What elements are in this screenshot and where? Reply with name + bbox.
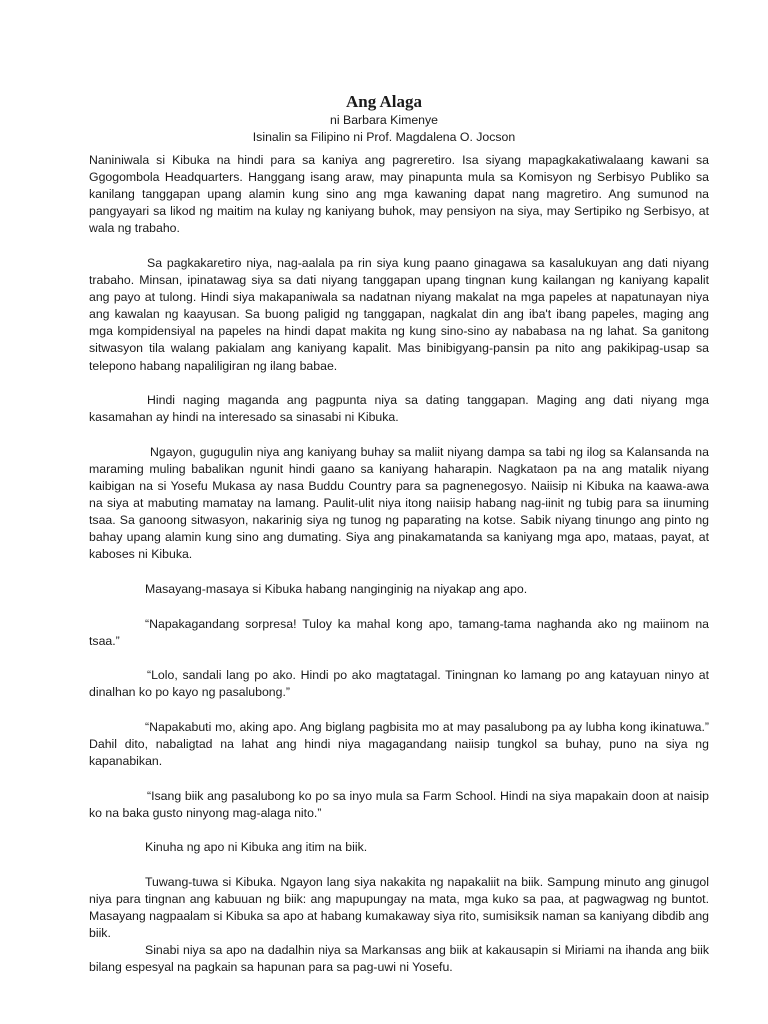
paragraph: Masayang-masaya si Kibuka habang nanginginig na niyakap ang apo. [145,581,528,596]
paragraph: Kinuha ng apo ni Kibuka ang itim na biik. [145,840,368,855]
paragraph: Hindi naging maganda ang pagpunta niya sa dating tanggapan. Maging ang dati niyang mga kasamahan ay hindi na interesado sa sinasabi ni Kibuka. [89,393,709,425]
paragraph: “Napakabuti mo, aking apo. Ang biglang pagbisita mo at may pasalubong pa ay lubha kong ikinatuwa.” Dahil dito, nabaligtad na lahat ang hindi niya magagandang naiisip tungkol sa buhay, puno na siya ng kapanabikan. [89,719,709,769]
paragraph: Naniniwala si Kibuka na hindi para sa kaniya ang pagreretiro. Isa siyang mapagkakatiwalaang kawani sa Ggogombola Headquarters. Hanggang isang araw, may pinapunta mula sa Komisyon ng Serbisyo Publiko sa kanilang tanggapan upang alamin kung sino ang mga kawaning dapat nang magretiro. Ang sumunod na pangyayari sa likod ng maitim na kulay ng kaniyang buhok, may pensiyon na siya, may Sertipiko ng Serbisyo, at wala ng trabaho. [89,153,709,236]
story-body [89,152,709,994]
paragraph: Ngayon, gugugulin niya ang kaniyang buhay sa maliit niyang dampa sa tabi ng ilog sa Kalansanda na maraming muling babalikan ngunit hindi gaano sa kaniyang haharapin. Nagkataon pa na ang matalik niyang kaibigan na si Yosefu Mukasa ay nasa Buddu Country para sa pagnenegosyo. Naiisip ni Kibuka na kaawa-awa na siya at mabuting mamatay na lamang. Paulit-ulit niya itong naiisip habang nag-iinit ng tubig para sa iinuming tsaa. Sa ganoong sitwasyon, nakarinig siya ng tunog ng paparating na kotse. Sabik niyang tinungo ang pinto ng bahay upang alamin kung sino ang dumating. Siya ang pinakamatanda sa kaniyang mga apo, mataas, payat, at kaboses ni Kibuka. [89,444,709,562]
paragraph: “Napakagandang sorpresa! Tuloy ka mahal kong apo, tamang-tama naghanda ako ng maiinom na tsaa.” [89,616,709,648]
author-line: ni Barbara Kimenye [330,113,438,127]
paragraph: “Isang biik ang pasalubong ko po sa inyo mula sa Farm School. Hindi na siya mapakain doon at naisip ko na baka gusto ninyong mag-alaga nito.” [89,788,709,820]
paragraph: Tuwang-tuwa si Kibuka. Ngayon lang siya nakakita ng napakaliit na biik. Sampung minuto ang ginugol niya para tingnan ang kabuuan ng biik: ang mapupungay na mata, mga kuko sa paa, at pagwagwag ng buntot. Masayang nagpaalam si Kibuka sa apo at habang kumakaway siya rito, sumisiksik naman sa kaniyang dibdib ang biik. [89,875,709,941]
story-title: Ang Alaga [345,92,423,111]
document-header [0,92,768,146]
paragraph: Sa pagkakaretiro niya, nag-aalala pa rin siya kung paano ginagawa sa kasalukuyan ang dati niyang trabaho. Minsan, ipinatawag siya sa dati niyang tanggapan upang tingnan kung kailangan ng kaniyang kapalit ang payo at tulong. Hindi siya makapaniwala sa nadatnan niyang makalat na mga papeles at napatunayan niya ang kawalan ng kaayusan. Sa buong paligid ng tanggapan, nagkalat din ang iba't ibang papeles, maging ang mga kompidensiyal na papeles na hindi dapat makita ng kung sino-sino ay nababasa na ng lahat. Sa ganitong sitwasyon tila walang pakialam ang kaniyang kapalit. Mas binibigyang-pansin pa nito ang pakikipag-usap sa telepono habang napaliligiran ng ilang babae. [89,255,709,373]
translator-line: Isinalin sa Filipino ni Prof. Magdalena O. Jocson [252,130,516,144]
paragraph: Sinabi niya sa apo na dadalhin niya sa Markansas ang biik at kakausapin si Miriami na ihanda ang biik bilang espesyal na pagkain sa hapunan para sa pag-uwi ni Yosefu. [89,943,709,975]
paragraph: “Lolo, sandali lang po ako. Hindi po ako magtatagal. Tiningnan ko lamang po ang katayuan ninyo at dinalhan ko po kayo ng pasalubong.” [89,668,709,700]
